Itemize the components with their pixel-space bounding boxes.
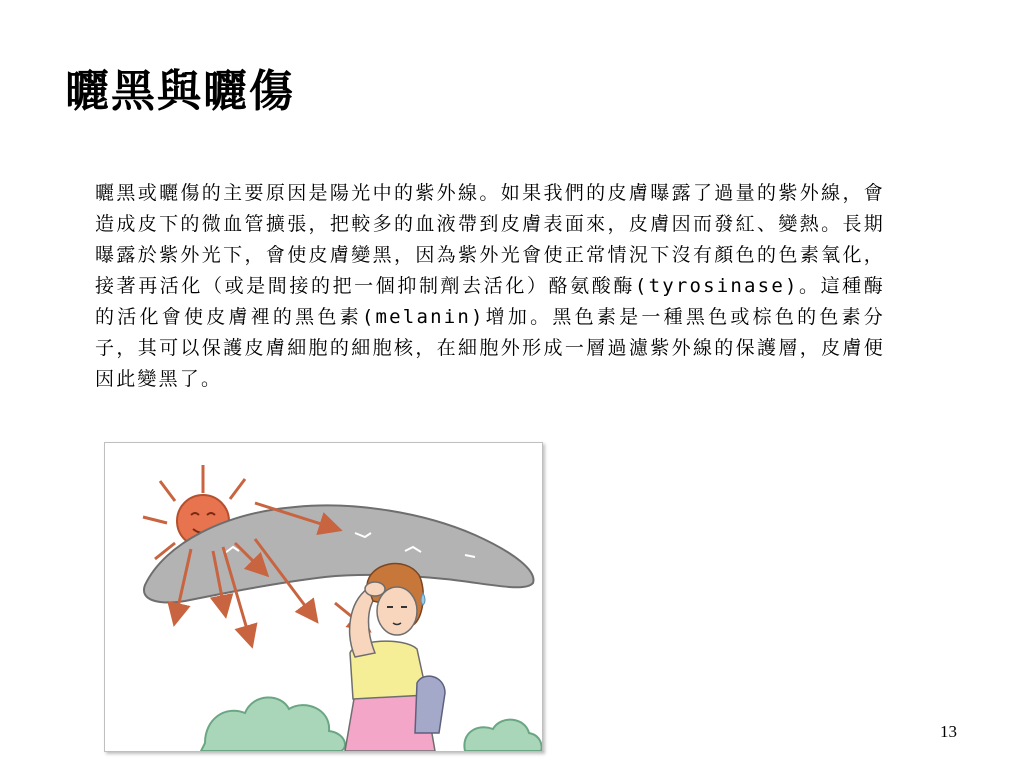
woman-figure	[345, 564, 445, 751]
page-number: 13	[940, 722, 957, 741]
sunburn-illustration	[104, 442, 543, 752]
slide-title: 曬黑與曬傷	[65, 66, 295, 117]
sunburn-illustration-drawing	[105, 443, 542, 751]
body-paragraph: 曬黑或曬傷的主要原因是陽光中的紫外線。如果我們的皮膚曝露了過量的紫外線，會造成皮下的微血管擴張，把較多的血液帶到皮膚表面來，皮膚因而發紅、變熱。長期曝露於紫外光下，會使皮膚變黑，因為紫外光會使正常情況下沒有顏色的色素氧化，接著再活化（或是間接的把一個抑制劑去活化）酪氨酸酶(tyrosinase)。這種酶的活化會使皮膚裡的黑色素(melanin)增加。黑色素是一種黑色或棕色的色素分子，其可以保護皮膚細胞的細胞核，在細胞外形成一層過濾紫外線的保護層，皮膚便因此變黑了。	[95, 182, 885, 390]
